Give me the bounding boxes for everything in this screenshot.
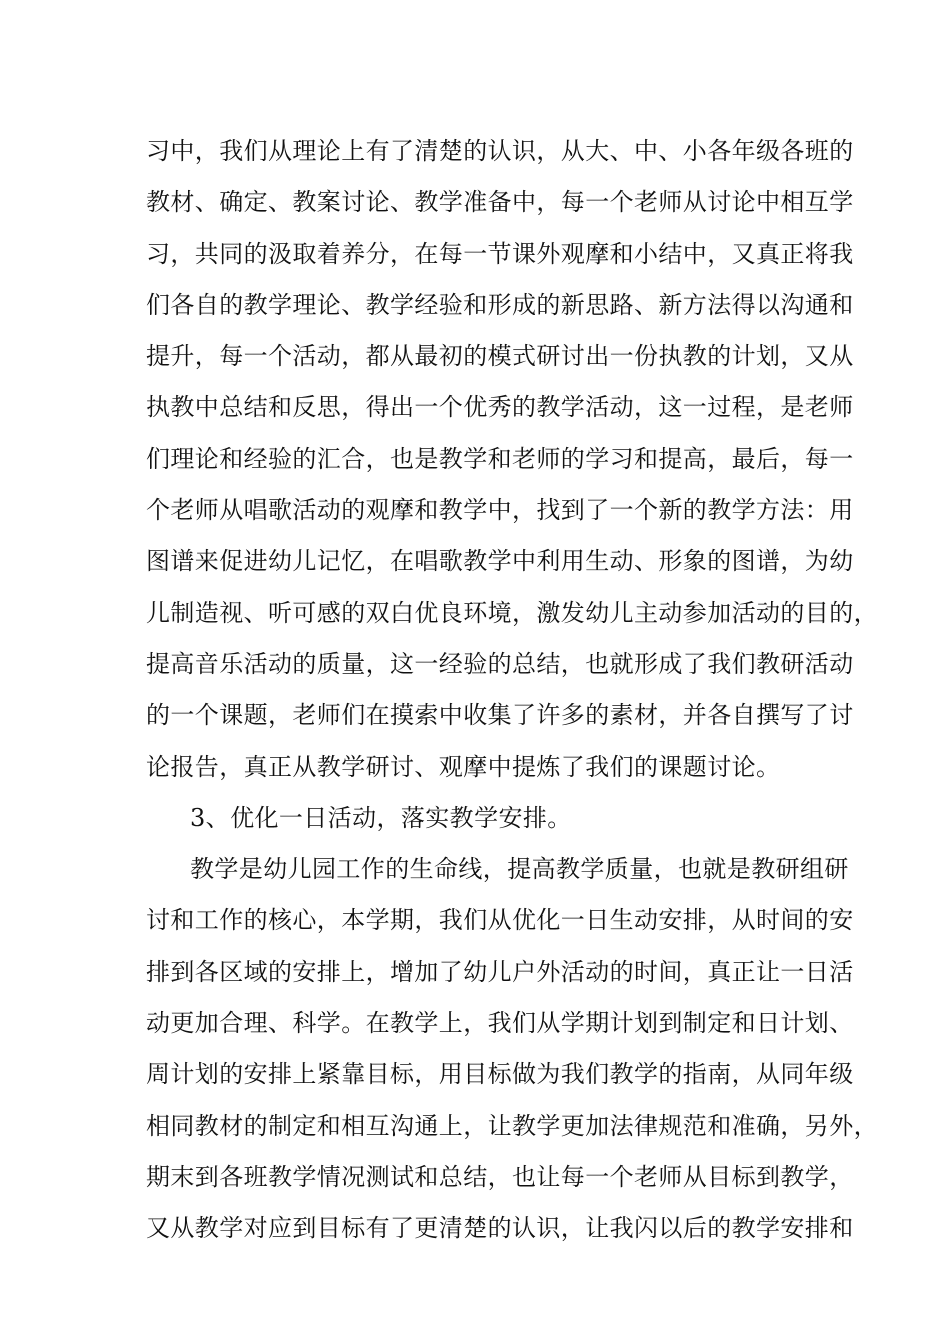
- text-line: 习中，我们从理论上有了清楚的认识，从大、中、小各年级各班的: [146, 137, 854, 165]
- text-line: 提高音乐活动的质量，这一经验的总结，也就形成了我们教研活动: [146, 649, 854, 678]
- body-text: [146, 126, 878, 1255]
- text-line: 教材、确定、教案讨论、教学准备中，每一个老师从讨论中相互学: [146, 188, 854, 217]
- text-line: 讨和工作的核心，本学期，我们从优化一日生动安排，从时间的安: [146, 906, 854, 935]
- text-line: 图谱来促进幼儿记忆，在唱歌教学中利用生动、形象的图谱，为幼: [146, 547, 854, 576]
- text-line: 们理论和经验的汇合，也是教学和老师的学习和提高，最后，每一: [146, 444, 854, 473]
- text-line: 又从教学对应到目标有了更清楚的认识，让我闪以后的教学安排和: [146, 1214, 854, 1243]
- text-line: 排到各区域的安排上，增加了幼儿户外活动的时间，真正让一日活: [146, 957, 854, 986]
- text-line: 周计划的安排上紧靠目标，用目标做为我们教学的指南，从同年级: [146, 1060, 854, 1089]
- text-line: 动更加合理、科学。在教学上，我们从学期计划到制定和日计划、: [146, 1009, 854, 1038]
- text-line: 论报告，真正从教学研讨、观摩中提炼了我们的课题讨论。: [146, 752, 781, 781]
- paragraph-start-line: 教学是幼儿园工作的生命线，提高教学质量，也就是教研组研: [190, 855, 849, 884]
- text-line: 们各自的教学理论、教学经验和形成的新思路、新方法得以沟通和: [146, 290, 854, 319]
- text-line: 期末到各班教学情况测试和总结，也让每一个老师从目标到教学，: [146, 1162, 854, 1191]
- text-line: 的一个课题，老师们在摸索中收集了许多的素材，并各自撰写了讨: [146, 701, 854, 730]
- text-line: 习，共同的汲取着养分，在每一节课外观摩和小结中，又真正将我: [146, 239, 854, 268]
- text-line: 提升，每一个活动，都从最初的模式研讨出一份执教的计划，又从: [146, 342, 854, 371]
- text-line: 相同教材的制定和相互沟通上，让教学更加法律规范和准确，另外，: [146, 1111, 878, 1140]
- text-line: 个老师从唱歌活动的观摩和教学中，找到了一个新的教学方法：用: [146, 496, 854, 525]
- text-line: 儿制造视、听可感的双白优良环境，激发幼儿主动参加活动的目的，: [146, 598, 878, 627]
- text-line: 执教中总结和反思，得出一个优秀的教学活动，这一过程，是老师: [146, 393, 854, 422]
- section-heading: 3、优化一日活动，落实教学安排。: [190, 803, 572, 832]
